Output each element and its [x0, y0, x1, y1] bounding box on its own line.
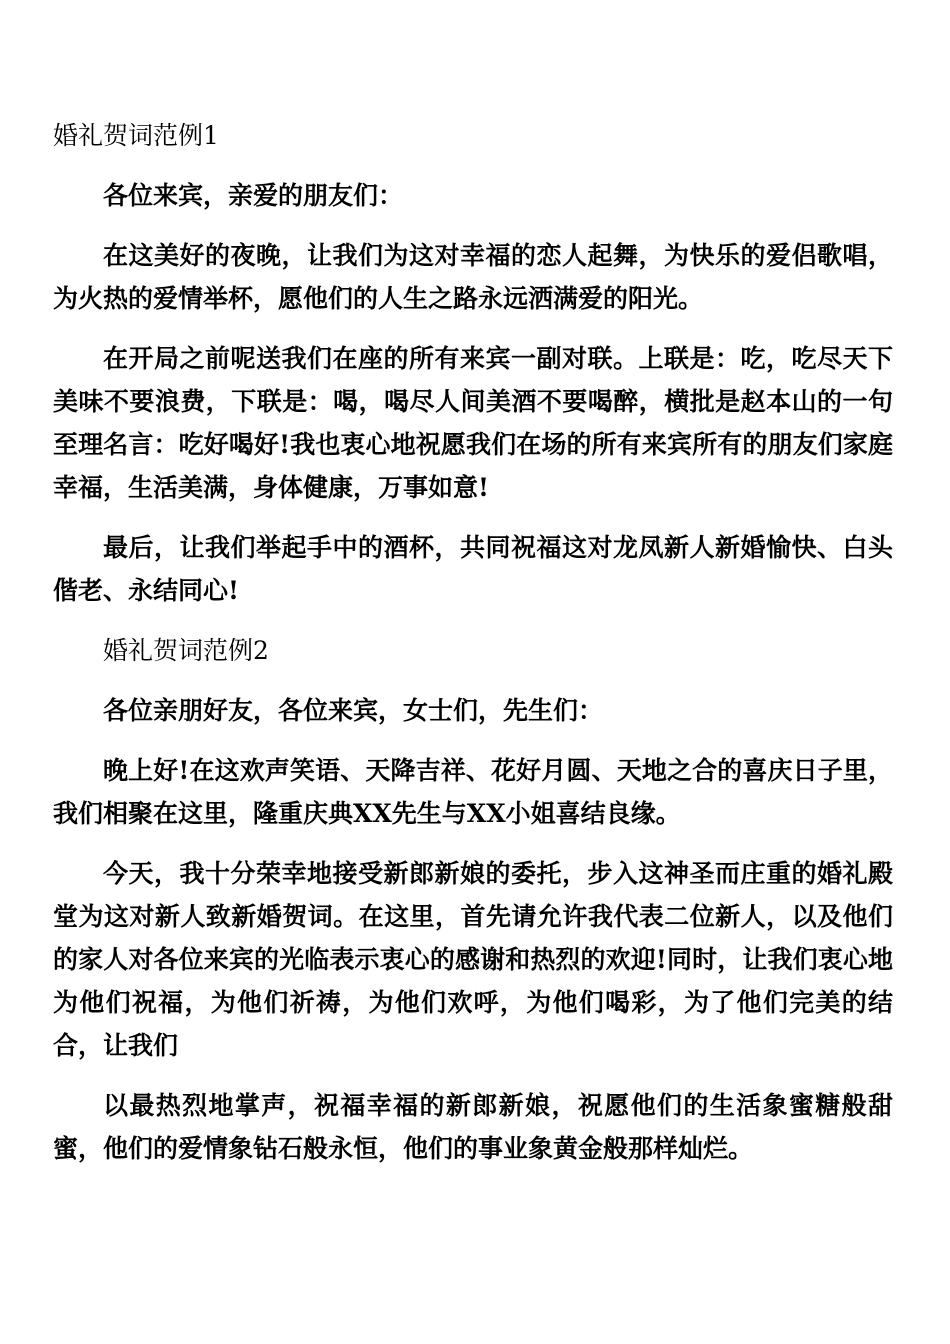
paragraph-3: 最后，让我们举起手中的酒杯，共同祝福这对龙凤新人新婚愉快、白头偕老、永结同心!: [53, 533, 893, 605]
paragraph-4: 晚上好!在这欢声笑语、天降吉祥、花好月圆、天地之合的喜庆日子里，我们相聚在这里，隆重庆典XX先生与XX小姐喜结良缘。: [53, 756, 893, 828]
paragraph-6: 以最热烈地掌声，祝福幸福的新郎新娘，祝愿他们的生活象蜜糖般甜蜜，他们的爱情象钻石般永恒，他们的事业象黄金般那样灿烂。: [53, 1091, 893, 1163]
paragraph-2: 在开局之前呢送我们在座的所有来宾一副对联。上联是：吃，吃尽天下美味不要浪费，下联是：喝，喝尽人间美酒不要喝醉，横批是赵本山的一句至理名言：吃好喝好!我也衷心地祝愿我们在场的所有来宾所有的朋友们家庭幸福，生活美满，身体健康，万事如意!: [53, 344, 893, 502]
paragraph-greeting-1: 各位来宾，亲爱的朋友们：: [103, 181, 404, 210]
section-heading-1: 婚礼贺词范例1: [53, 121, 219, 150]
paragraph-1: 在这美好的夜晚，让我们为这对幸福的恋人起舞，为快乐的爱侣歌唱，为火热的爱情举杯，愿他们的人生之路永远洒满爱的阳光。: [53, 241, 893, 313]
paragraph-greeting-2: 各位亲朋好友，各位来宾，女士们，先生们：: [103, 696, 604, 725]
section-heading-2: 婚礼贺词范例2: [103, 636, 269, 665]
paragraph-5: 今天，我十分荣幸地接受新郎新娘的委托，步入这神圣而庄重的婚礼殿堂为这对新人致新婚贺词。在这里，首先请允许我代表二位新人，以及他们的家人对各位来宾的光临表示衷心的感谢和热烈的欢迎!同时，让我们衷心地为他们祝福，为他们祈祷，为他们欢呼，为他们喝彩，为了他们完美的结合，让我们: [53, 859, 893, 1060]
document-body: [53, 114, 893, 1187]
